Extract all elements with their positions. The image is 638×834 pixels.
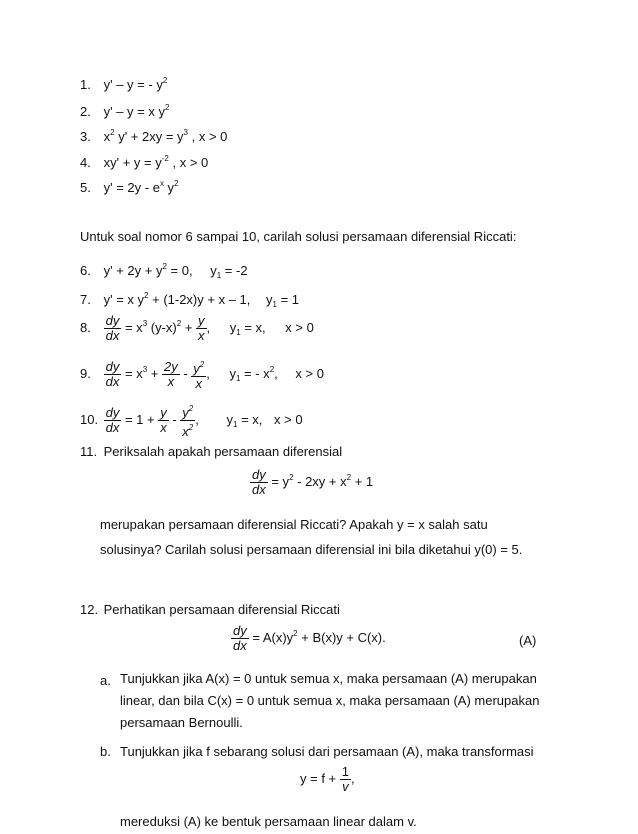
exponent: 2: [176, 318, 182, 328]
fraction-dy-dx: [104, 360, 122, 389]
item-eq: x: [103, 129, 111, 144]
item-eq: y' + 2xy = y: [114, 129, 184, 144]
denominator: dx: [233, 638, 247, 653]
item-eq: = x: [121, 319, 143, 335]
exponent: 2: [162, 262, 167, 271]
item-eq: y: [163, 180, 175, 195]
fraction: [162, 360, 180, 389]
numerator: dy: [233, 623, 247, 638]
subscript: 1: [235, 373, 241, 383]
item-eq: y = f +: [300, 770, 340, 786]
y1-label: y: [229, 365, 236, 381]
numerator: [191, 358, 206, 377]
fraction: [340, 765, 351, 794]
item-eq: y' = 2y - e: [103, 180, 160, 195]
denominator: x: [160, 420, 167, 435]
denominator-text: x: [182, 424, 189, 439]
item-2: [80, 99, 169, 121]
item-9: [80, 358, 324, 391]
item-12b-text: Tunjukkan jika f sebarang solusi dari persamaan (A), maka transformasi: [120, 744, 534, 759]
y1-value: = 1: [276, 292, 299, 307]
item-12b-text2: mereduksi (A) ke bentuk persamaan linear dalam v.: [120, 814, 417, 829]
item-number: 7.: [80, 292, 91, 307]
item-11-title: [80, 443, 342, 461]
numerator: 2y: [163, 359, 178, 374]
y1-value: = -2: [221, 263, 248, 278]
item-eq: , x > 0: [168, 155, 209, 170]
item-12b-label: b.: [100, 744, 111, 759]
item-7: [80, 287, 299, 314]
item-12-title: [80, 601, 340, 619]
exponent: 2: [174, 179, 179, 188]
transformation-equation: [300, 765, 355, 794]
item-10: [80, 402, 303, 439]
exponent: 2: [165, 103, 170, 112]
numerator: [180, 402, 195, 421]
fraction-dy-dx: [104, 406, 122, 435]
item-eq: = 0,: [166, 263, 193, 278]
item-eq: = x: [121, 365, 143, 381]
item-number: 8.: [80, 319, 91, 335]
item-6: [80, 258, 248, 285]
fraction: [158, 406, 169, 435]
y1-label: y: [229, 319, 237, 335]
y1-value: = x,: [237, 411, 263, 427]
item-eq: , x > 0: [188, 129, 228, 144]
punctuation: ,: [206, 365, 210, 381]
operator: +: [147, 365, 162, 381]
exponent: 3: [142, 318, 148, 328]
item-11-equation: [250, 468, 373, 497]
fraction: [191, 358, 206, 391]
y1-value: = - x: [240, 365, 270, 381]
item-11-line1: merupakan persamaan diferensial Riccati? Apakah y = x salah satu: [100, 517, 488, 532]
fraction: [180, 402, 195, 439]
question-text: Periksalah apakah persamaan diferensial: [103, 444, 343, 459]
denominator: [180, 421, 195, 439]
item-5: [80, 175, 179, 197]
item-number: 10.: [80, 411, 99, 427]
exponent: 2: [293, 628, 298, 638]
condition: x > 0: [274, 411, 303, 427]
item-number: 4.: [80, 155, 91, 170]
fraction-dy-dx: [231, 624, 249, 653]
intro-text: Untuk soal nomor 6 sampai 10, carilah solusi persamaan diferensial Riccati:: [80, 229, 517, 244]
punctuation: ,: [206, 319, 211, 335]
y1-label: y: [266, 292, 273, 307]
fraction-dy-dx: [250, 468, 268, 497]
denominator: x: [167, 374, 175, 389]
exponent: 2: [199, 360, 205, 369]
item-eq: + 1: [351, 473, 374, 489]
numerator: y: [198, 313, 205, 328]
exponent: 2: [162, 76, 168, 85]
item-number: 11.: [80, 444, 98, 459]
denominator: dx: [105, 374, 120, 389]
item-eq: xy' + y = y: [103, 155, 162, 170]
operator: -: [179, 365, 192, 381]
numerator: dy: [105, 313, 120, 328]
exponent: 3: [142, 364, 148, 374]
denominator: dx: [105, 420, 120, 435]
denominator: v: [342, 779, 349, 794]
item-12a-text: Tunjukkan jika A(x) = 0 untuk semua x, maka persamaan (A) merupakan linear, dan bila C(x) = 0 untuk semua x, maka persamaan (A) merupakan persamaan Bernoulli.: [120, 671, 540, 730]
item-number: 6.: [80, 263, 91, 278]
item-eq: y' – y = x y: [103, 104, 165, 119]
item-12a-label: a.: [100, 673, 111, 688]
denominator: x: [195, 376, 202, 391]
operator: -: [168, 411, 181, 427]
item-3: [80, 124, 227, 146]
equation-tag: (A): [519, 633, 537, 648]
exponent: 2: [346, 472, 352, 482]
punctuation: ,: [274, 365, 278, 381]
item-eq: = 1 +: [121, 411, 159, 427]
exponent: 2: [188, 404, 194, 413]
exponent: x: [159, 179, 164, 188]
item-eq: - 2xy + x: [293, 473, 347, 489]
exponent: 2: [188, 423, 194, 432]
item-1: [80, 72, 167, 94]
fraction: [196, 314, 207, 343]
punctuation: ,: [195, 411, 199, 427]
item-12-equation: [231, 624, 386, 653]
numerator-text: y: [193, 361, 200, 376]
item-number: 12.: [80, 602, 99, 617]
item-number: 5.: [80, 180, 91, 195]
item-eq: y' – y = - y: [103, 77, 163, 92]
denominator: dx: [105, 328, 120, 343]
denominator: dx: [252, 482, 266, 497]
y1-label: y: [210, 263, 217, 278]
item-4: [80, 150, 208, 172]
item-eq: = y: [267, 473, 290, 489]
item-eq: = A(x)y: [248, 629, 294, 645]
condition: x > 0: [295, 365, 324, 381]
item-eq: y' = x y: [103, 292, 145, 307]
condition: x > 0: [285, 319, 314, 335]
item-number: 1.: [80, 77, 91, 92]
numerator: dy: [105, 405, 120, 420]
numerator: dy: [252, 467, 266, 482]
item-eq: (y-x): [147, 319, 177, 335]
exponent: 2: [144, 291, 149, 300]
subscript: 1: [236, 327, 241, 337]
question-text: Perhatikan persamaan diferensial Riccati: [103, 602, 340, 617]
y1-label: y: [226, 411, 233, 427]
punctuation: ,: [350, 770, 355, 786]
item-number: 3.: [80, 129, 91, 144]
numerator-text: y: [182, 405, 189, 420]
exponent: 3: [183, 128, 188, 137]
exponent: -2: [161, 154, 169, 163]
item-eq: y' + 2y + y: [103, 263, 163, 278]
operator: +: [181, 319, 197, 335]
numerator: 1: [341, 764, 349, 779]
subscript: 1: [233, 419, 238, 429]
y1-value: = x,: [240, 319, 266, 335]
item-number: 9.: [80, 365, 91, 381]
item-number: 2.: [80, 104, 91, 119]
exponent: 2: [110, 128, 115, 137]
item-eq: + (1-2x)y + x – 1,: [148, 292, 251, 307]
subscript: 1: [272, 300, 277, 309]
exponent: 2: [269, 364, 275, 374]
exponent: 2: [289, 472, 294, 482]
denominator: x: [198, 328, 205, 343]
subscript: 1: [216, 271, 222, 280]
item-eq: + B(x)y + C(x).: [297, 629, 386, 645]
item-8: [80, 314, 314, 343]
item-11-line2: solusinya? Carilah solusi persamaan diferensial ini bila diketahui y(0) = 5.: [100, 542, 523, 557]
numerator: dy: [105, 359, 120, 374]
numerator: y: [160, 405, 167, 420]
fraction-dy-dx: [104, 314, 122, 343]
